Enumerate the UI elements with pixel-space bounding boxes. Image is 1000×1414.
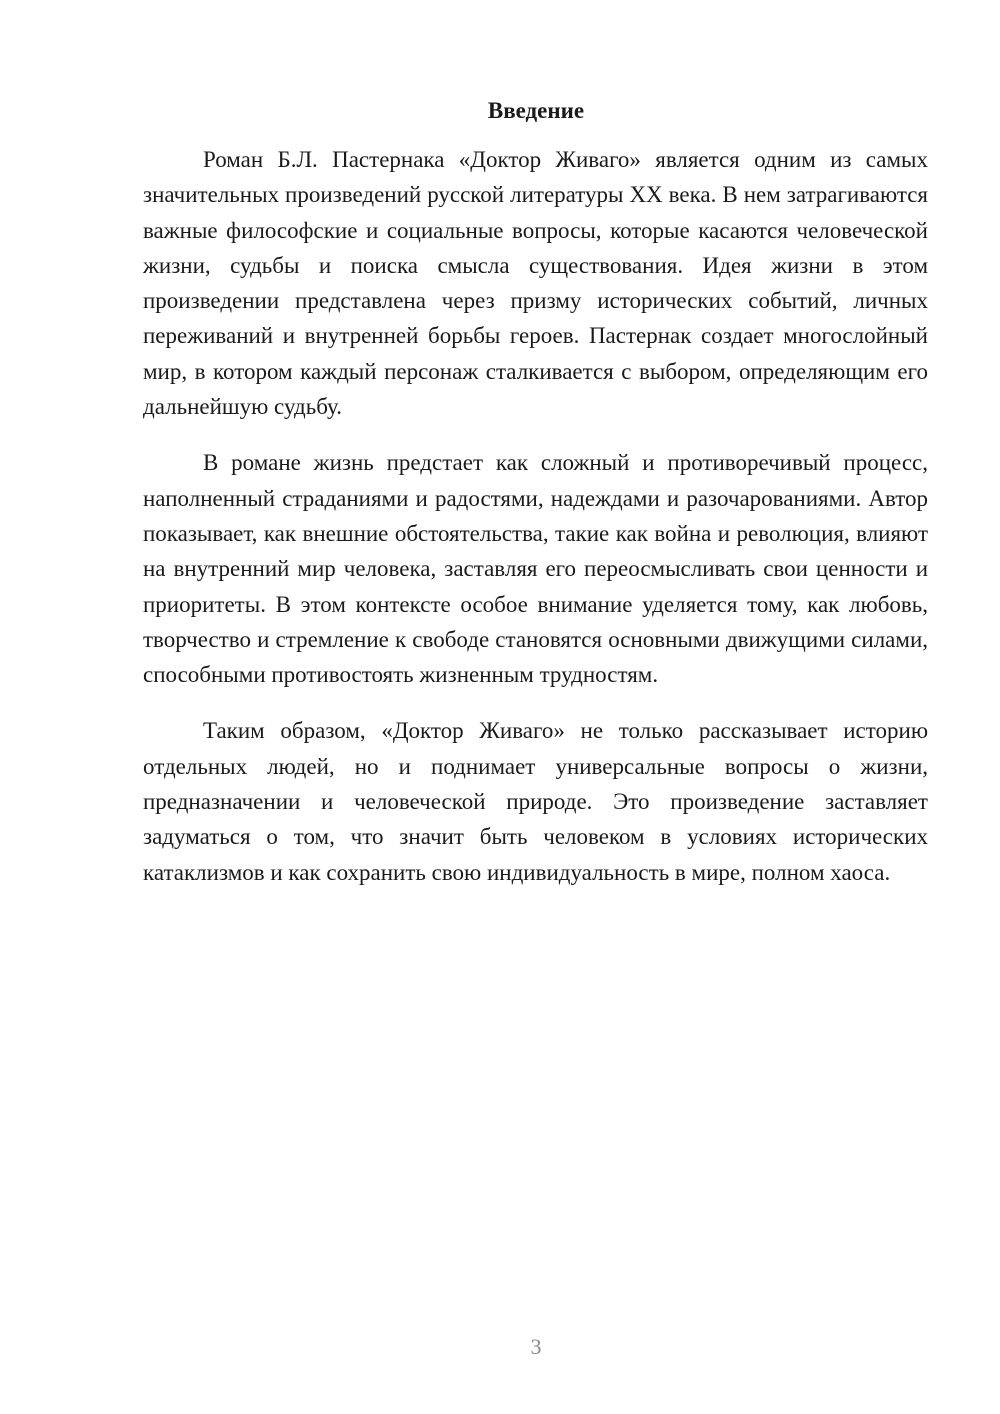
section-heading: Введение <box>487 98 585 123</box>
paragraph-2: В романе жизнь предстает как сложный и противоречивый процесс, наполненный страданиями и радостями, надеждами и разочарованиями. Автор показывает, как внешние обстоятельства, такие как война и революция, влияют на внутренний мир человека, заставляя его переосмысливать свои ценности и приоритеты. В этом контексте особое внимание уделяется тому, как любовь, творчество и стремление к свободе становятся основными движущими силами, способными противостоять жизненным трудностям. <box>143 450 928 688</box>
page-number: 3 <box>530 1334 542 1359</box>
paragraph-1: Роман Б.Л. Пастернака «Доктор Живаго» является одним из самых значительных произведений русской литературы XX века. В нем затрагиваются важные философские и социальные вопросы, которые касаются человеческой жизни, судьбы и поиска смысла существования. Идея жизни в этом произведении представлена через призму исторических событий, личных переживаний и внутренней борьбы героев. Пастернак создает многослойный мир, в котором каждый персонаж сталкивается с выбором, определяющим его дальнейшую судьбу. <box>143 147 928 420</box>
body-text <box>143 142 928 911</box>
paragraph-3: Таким образом, «Доктор Живаго» не только рассказывает историю отдельных людей, но и поднимает универсальные вопросы о жизни, предназначении и человеческой природе. Это произведение заставляет задуматься о том, что значит быть человеком в условиях исторических катаклизмов и как сохранить свою индивидуальность в мире, полном хаоса. <box>143 718 928 885</box>
